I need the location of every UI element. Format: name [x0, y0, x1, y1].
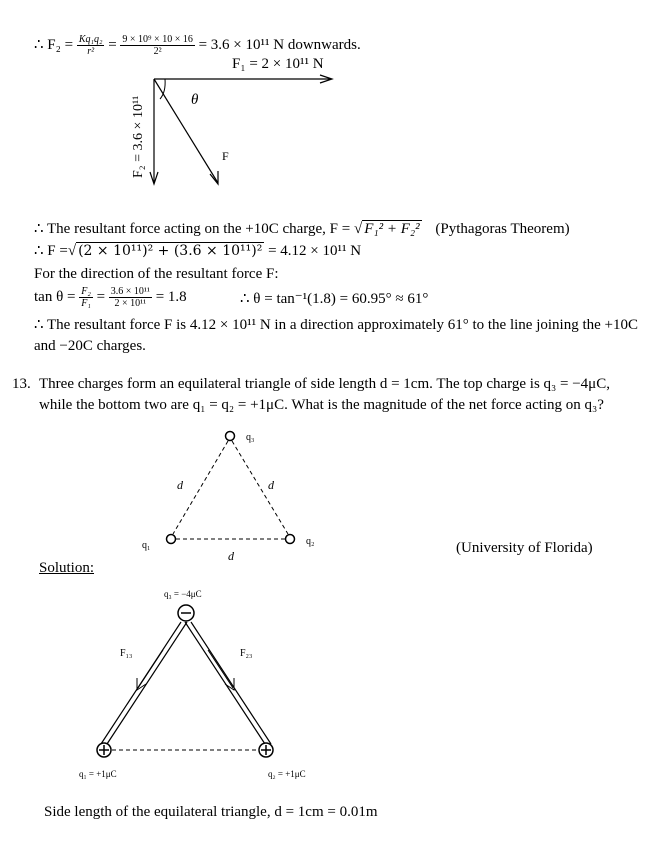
f13-arrow-line: [138, 650, 163, 688]
f13-label: F₁₃: [120, 648, 133, 659]
numeric-denominator: 2²: [153, 46, 162, 57]
side-length-text: Side length of the equilateral triangle, d = 1cm = 0.01m: [44, 804, 378, 820]
direction-text: For the direction of the resultant force F:: [34, 266, 279, 282]
coulomb-denominator: r²: [87, 46, 95, 57]
sqrt-expression-2: (2 × 10¹¹)² + (3.6 × 10¹¹)²: [78, 243, 263, 259]
f1-label: F₁ = 2 × 10¹¹ N: [232, 56, 324, 72]
theta-label: θ: [191, 92, 199, 108]
problem-line-1: Three charges form an equilateral triangle of side length d = 1cm. The top charge is q₃ = −4μC,: [39, 376, 610, 392]
value-ratio-num: 3.6 × 10¹¹: [110, 286, 150, 297]
tan-lhs: tan θ =: [34, 288, 76, 305]
f2-lhs: F₂ =: [47, 36, 74, 53]
f23-arrow-line: [208, 650, 233, 688]
d-left-label: d: [177, 478, 183, 492]
d-right-label: d: [268, 478, 274, 492]
theta-result: ∴ θ = tan⁻¹(1.8) = 60.95° ≈ 61°: [240, 291, 429, 307]
left-side-line-inner: [107, 622, 187, 744]
q3-label: q₃: [246, 432, 255, 443]
force-ratio-num: F₂: [81, 286, 91, 297]
q1-label: q₁: [142, 540, 151, 551]
resultant-f-label: F: [222, 149, 229, 163]
right-side-line-inner: [191, 622, 271, 744]
sqrt-symbol-2: √: [67, 243, 77, 259]
value-ratio-den: 2 × 10¹¹: [114, 298, 147, 309]
right-side-line-outer: [185, 622, 265, 744]
tan-eq: =: [96, 288, 106, 305]
sqrt-symbol-1: √: [354, 221, 363, 237]
therefore-symbol: ∴: [34, 36, 44, 53]
f2-vertical-label: F₂ = 3.6 × 10¹¹: [131, 95, 146, 178]
sqrt-expression-1: F₁² + F₂²: [364, 221, 420, 237]
problem-line-2: while the bottom two are q₁ = q₂ = +1μC. What is the magnitude of the net force acting on q₃?: [39, 397, 604, 413]
q1-value-label: q₁ = +1μC: [79, 769, 117, 779]
pythagoras-note: (Pythagoras Theorem): [435, 221, 570, 237]
f-result: = 4.12 × 10¹¹ N: [268, 243, 362, 259]
q2-value-label: q₂ = +1μC: [268, 769, 306, 779]
solution-label: Solution:: [39, 560, 95, 576]
coulomb-numerator: Kq₁q₂: [78, 34, 103, 45]
q2-label: q₂: [306, 536, 315, 547]
f2-result: = 3.6 × 10¹¹ N downwards.: [198, 36, 361, 53]
equals-sign: =: [108, 36, 117, 53]
q3-value-label: q₃ = −4μC: [164, 589, 202, 599]
d-bottom-label: d: [228, 549, 234, 563]
f23-label: F₂₃: [240, 648, 253, 659]
f-prefix: ∴ F =: [34, 243, 68, 259]
force-ratio-den: F₁: [81, 298, 91, 309]
source-citation: (University of Florida): [456, 540, 593, 556]
resultant-force-text: ∴ The resultant force acting on the +10C charge, F =: [34, 221, 351, 237]
conclusion-line-2: and −20C charges.: [34, 338, 146, 354]
problem-number: 13.: [12, 376, 31, 392]
numeric-numerator: 9 × 10⁹ × 10 × 16: [122, 34, 193, 45]
conclusion-line-1: ∴ The resultant force F is 4.12 × 10¹¹ N in a direction approximately 61° to the line joining the +10C: [34, 317, 638, 333]
tan-result: = 1.8: [155, 288, 187, 305]
